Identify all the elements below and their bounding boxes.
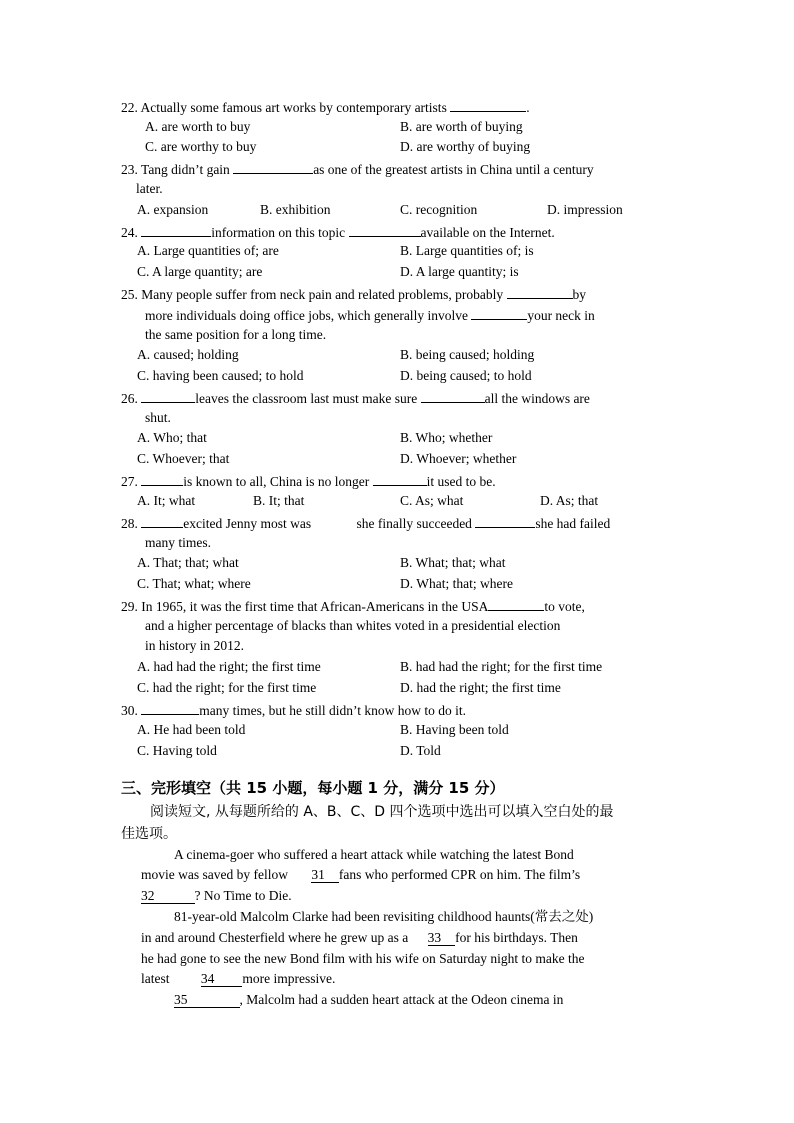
option-d[interactable]: D. impression (547, 202, 623, 217)
answer-blank[interactable] (488, 596, 544, 611)
option-d[interactable]: D. Whoever; whether (400, 451, 517, 466)
question-number: 28. (121, 516, 138, 531)
option-d[interactable]: D. A large quantity; is (400, 264, 519, 279)
option-b[interactable]: B. It; that (253, 493, 305, 508)
answer-blank[interactable] (233, 159, 313, 174)
option-d[interactable]: D. being caused; to hold (400, 368, 532, 383)
question-number: 30. (121, 703, 138, 718)
answer-blank[interactable] (141, 222, 211, 237)
question-text: all the windows are (484, 391, 590, 406)
question-text: excited Jenny most was (183, 516, 312, 531)
question-number: 26. (121, 391, 138, 406)
question-text: available on the Internet. (420, 225, 555, 240)
question-text: more individuals doing office jobs, which generally involve (145, 308, 468, 323)
passage-line (141, 866, 580, 884)
option-a[interactable]: A. Large quantities of; are (137, 243, 279, 258)
option-a[interactable]: A. are worth to buy (145, 119, 251, 134)
question-number: 23. (121, 162, 138, 177)
option-a[interactable]: A. had had the right; the first time (137, 659, 321, 674)
option-d[interactable]: D. What; that; where (400, 576, 513, 591)
passage-text: for his birthdays. Then (455, 930, 578, 945)
option-b[interactable]: B. Who; whether (400, 430, 493, 445)
answer-blank[interactable] (507, 284, 573, 299)
passage-line (141, 970, 335, 988)
option-a[interactable]: A. That; that; what (137, 555, 239, 570)
answer-blank[interactable] (141, 388, 195, 403)
passage-line (141, 887, 292, 905)
question-text: it used to be. (426, 474, 496, 489)
option-c[interactable]: C. had the right; for the first time (137, 680, 317, 695)
question-text: as one of the greatest artists in China until a century (313, 162, 594, 177)
option-a[interactable]: A. expansion (137, 202, 209, 217)
passage-line: 81-year-old Malcolm Clarke had been revisiting childhood haunts(常去之处) (174, 909, 594, 924)
answer-blank[interactable] (471, 305, 527, 320)
question-25 (121, 284, 586, 304)
question-text: in history in 2012. (145, 638, 245, 653)
option-b[interactable]: B. being caused; holding (400, 347, 535, 362)
question-text: by (572, 287, 587, 302)
question-text: and a higher percentage of blacks than whites voted in a presidential election (145, 618, 561, 633)
question-text: leaves the classroom last must make sure (195, 391, 418, 406)
answer-blank[interactable] (421, 388, 485, 403)
option-d[interactable]: D. Told (400, 743, 441, 758)
question-30 (121, 700, 466, 720)
option-c[interactable]: C. Having told (137, 743, 217, 758)
passage-line: he had gone to see the new Bond film with his wife on Saturday night to make the (141, 951, 585, 966)
answer-blank[interactable] (450, 97, 526, 112)
option-b[interactable]: B. had had the right; for the first time (400, 659, 603, 674)
option-a[interactable]: A. caused; holding (137, 347, 239, 362)
option-d[interactable]: D. are worthy of buying (400, 139, 531, 154)
option-c[interactable]: C. are worthy to buy (145, 139, 257, 154)
option-a[interactable]: A. He had been told (137, 722, 246, 737)
question-line (145, 305, 595, 325)
cloze-blank-33[interactable]: 33 (428, 930, 456, 946)
option-c[interactable]: C. That; what; where (137, 576, 251, 591)
answer-blank[interactable] (349, 222, 421, 237)
question-text: Many people suffer from neck pain and related problems, probably (141, 287, 504, 302)
question-number: 22. (121, 100, 138, 115)
answer-blank[interactable] (141, 471, 183, 486)
section-instruction: 佳选项。 (121, 826, 177, 842)
option-b[interactable]: B. Large quantities of; is (400, 243, 534, 258)
cloze-blank-35[interactable]: 35 (174, 992, 240, 1008)
option-c[interactable]: C. having been caused; to hold (137, 368, 304, 383)
section-instruction: 阅读短文, 从每题所给的 A、B、C、D 四个选项中选出可以填入空白处的最 (150, 804, 614, 820)
option-b[interactable]: B. exhibition (260, 202, 331, 217)
option-b[interactable]: B. are worth of buying (400, 119, 523, 134)
question-text: shut. (145, 410, 171, 425)
question-text: is known to all, China is no longer (183, 474, 370, 489)
question-27 (121, 471, 496, 491)
passage-text: , Malcolm had a sudden heart attack at the Odeon cinema in (239, 992, 564, 1007)
question-text: she finally succeeded (356, 516, 472, 531)
question-number: 24. (121, 225, 138, 240)
question-text: Tang didn’t gain (141, 162, 230, 177)
passage-text: movie was saved by fellow (141, 867, 288, 882)
option-b[interactable]: B. What; that; what (400, 555, 506, 570)
question-23 (121, 159, 594, 179)
passage-line (141, 929, 578, 947)
option-d[interactable]: D. had the right; the first time (400, 680, 561, 695)
cloze-blank-31[interactable]: 31 (311, 867, 339, 883)
section-heading: 三、完形填空（共 15 小题，每小题 1 分，满分 15 分） (121, 779, 505, 797)
question-text: she had failed (535, 516, 611, 531)
passage-text: latest (141, 971, 170, 986)
question-text: many times, but he still didn’t know how to do it. (199, 703, 466, 718)
question-text: the same position for a long time. (145, 327, 327, 342)
passage-text: more impressive. (242, 971, 336, 986)
option-c[interactable]: C. recognition (400, 202, 478, 217)
question-24 (121, 222, 555, 242)
question-29 (121, 596, 585, 616)
answer-blank[interactable] (475, 513, 535, 528)
cloze-blank-34[interactable]: 34 (201, 971, 243, 987)
option-a[interactable]: A. Who; that (137, 430, 207, 445)
question-28 (121, 513, 610, 533)
question-text: to vote, (544, 599, 585, 614)
option-c[interactable]: C. A large quantity; are (137, 264, 263, 279)
question-26 (121, 388, 590, 408)
question-text: information on this topic (211, 225, 346, 240)
question-text: Actually some famous art works by contemporary artists (140, 100, 447, 115)
question-text: In 1965, it was the first time that African-Americans in the USA (141, 599, 489, 614)
question-number: 25. (121, 287, 138, 302)
question-number: 27. (121, 474, 138, 489)
cloze-blank-32[interactable]: 32 (141, 888, 195, 904)
answer-blank[interactable] (141, 513, 183, 528)
question-text: later. (136, 181, 163, 196)
answer-blank[interactable] (373, 471, 427, 486)
passage-text: fans who performed CPR on him. The film’s (338, 867, 581, 882)
option-b[interactable]: B. Having been told (400, 722, 509, 737)
passage-line (174, 991, 563, 1009)
option-c[interactable]: C. Whoever; that (137, 451, 230, 466)
option-c[interactable]: C. As; what (400, 493, 464, 508)
question-text: . (526, 100, 530, 115)
question-text: many times. (145, 535, 211, 550)
option-a[interactable]: A. It; what (137, 493, 196, 508)
passage-text: in and around Chesterfield where he grew up as a (141, 930, 409, 945)
question-number: 29. (121, 599, 138, 614)
answer-blank[interactable] (141, 700, 199, 715)
passage-line: A cinema-goer who suffered a heart attack while watching the latest Bond (174, 847, 574, 862)
question-22 (121, 97, 530, 117)
passage-text: ? No Time to Die. (194, 888, 292, 903)
option-d[interactable]: D. As; that (540, 493, 599, 508)
question-text: your neck in (527, 308, 595, 323)
